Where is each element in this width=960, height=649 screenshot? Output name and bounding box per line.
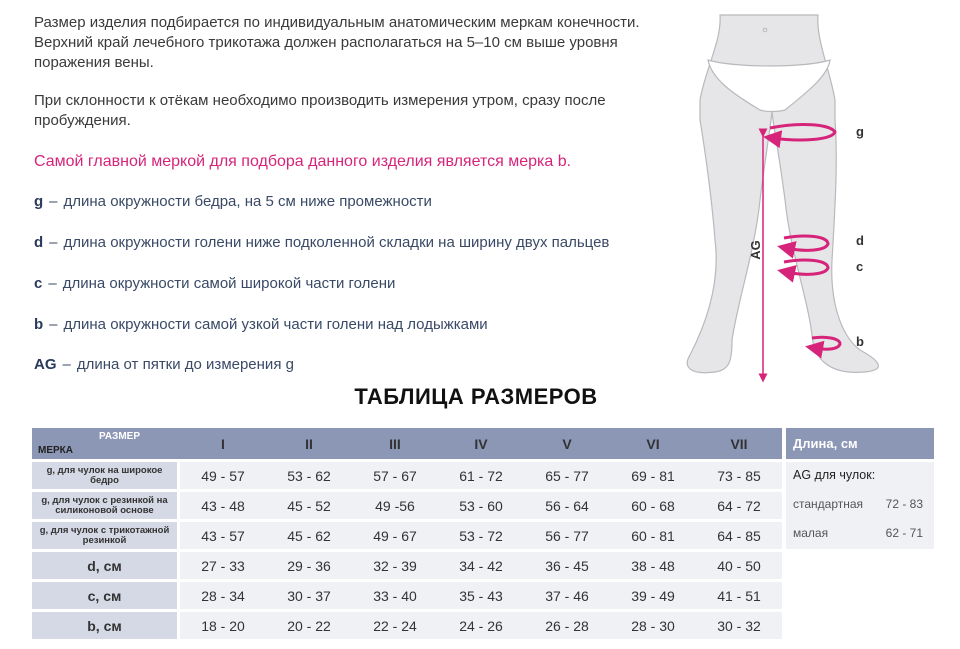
table-cell: 49 - 57	[180, 462, 266, 489]
table-cell: 18 - 20	[180, 612, 266, 639]
definition-key: b	[34, 316, 44, 333]
table-cell: 36 - 45	[524, 552, 610, 579]
table-cell: 57 - 67	[352, 462, 438, 489]
size-header: VI	[610, 428, 696, 459]
table-cell: 34 - 42	[438, 552, 524, 579]
table-cell: 33 - 40	[352, 582, 438, 609]
length-value: 62 - 71	[885, 526, 923, 540]
table-cell: 60 - 81	[610, 522, 696, 549]
size-table	[32, 425, 782, 642]
ag-label: AG	[748, 240, 763, 260]
legs-svg	[660, 0, 960, 390]
ag-stockings-label: AG для чулок:	[793, 468, 876, 482]
size-header: IV	[438, 428, 524, 459]
table-cell: 53 - 62	[266, 462, 352, 489]
table-cell: 41 - 51	[696, 582, 782, 609]
table-cell: 45 - 62	[266, 522, 352, 549]
table-cell: 73 - 85	[696, 462, 782, 489]
table-cell: 40 - 50	[696, 552, 782, 579]
definition-text: длина окружности голени ниже подколенной складки на ширину двух пальцев	[63, 234, 610, 251]
table-corner	[32, 428, 180, 459]
table-cell: 64 - 85	[696, 522, 782, 549]
size-header: I	[180, 428, 266, 459]
definition-key: c	[34, 275, 43, 292]
table-cell: 60 - 68	[610, 492, 696, 519]
size-header: III	[352, 428, 438, 459]
table-cell: 22 - 24	[352, 612, 438, 639]
table-cell: 27 - 33	[180, 552, 266, 579]
corner-measure-label: МЕРКА	[38, 445, 73, 456]
length-value: 72 - 83	[885, 497, 923, 511]
size-table-header	[32, 428, 782, 459]
table-cell: 69 - 81	[610, 462, 696, 489]
table-cell: 37 - 46	[524, 582, 610, 609]
definition-text: длина окружности самой широкой части голени	[62, 275, 396, 292]
table-cell: 65 - 77	[524, 462, 610, 489]
row-label: g, для чулок с трикотажной резинкой	[32, 522, 180, 549]
table-cell: 53 - 60	[438, 492, 524, 519]
table-cell: 64 - 72	[696, 492, 782, 519]
table-cell: 56 - 64	[524, 492, 610, 519]
g-label: g	[856, 124, 864, 139]
definition-d: d – длина окружности голени ниже подколенной складки на ширину двух пальцев	[34, 234, 610, 251]
main-measure-note: Самой главной меркой для подбора данного изделия является мерка b.	[34, 153, 572, 170]
definition-g: g – длина окружности бедра, на 5 см ниже промежности	[34, 193, 432, 210]
definition-key: AG	[34, 356, 57, 373]
length-row-standard	[793, 497, 923, 511]
table-cell: 29 - 36	[266, 552, 352, 579]
table-cell: 28 - 34	[180, 582, 266, 609]
intro-paragraph-2: При склонности к отёкам необходимо производить измерения утром, сразу после пробуждения.	[34, 92, 606, 129]
row-label: c, см	[32, 582, 180, 609]
table-cell: 49 -56	[352, 492, 438, 519]
table-row	[32, 522, 782, 549]
row-label: b, см	[32, 612, 180, 639]
definition-c: c – длина окружности самой широкой части голени	[34, 275, 396, 292]
definition-key: d	[34, 234, 44, 251]
table-row	[32, 612, 782, 639]
table-cell: 43 - 57	[180, 522, 266, 549]
definition-text: длина окружности самой узкой части голени над лодыжками	[63, 316, 488, 333]
corner-size-label: РАЗМЕР	[99, 431, 140, 442]
row-label: d, см	[32, 552, 180, 579]
table-cell: 39 - 49	[610, 582, 696, 609]
table-cell: 26 - 28	[524, 612, 610, 639]
length-name: малая	[793, 526, 829, 540]
length-row-small	[793, 526, 923, 540]
length-table	[786, 425, 934, 549]
length-body	[786, 462, 934, 549]
size-header: VII	[696, 428, 782, 459]
c-label: c	[856, 259, 864, 274]
table-cell: 38 - 48	[610, 552, 696, 579]
table-cell: 30 - 32	[696, 612, 782, 639]
table-cell: 30 - 37	[266, 582, 352, 609]
size-table-title: ТАБЛИЦА РАЗМЕРОВ	[354, 384, 598, 409]
table-cell: 32 - 39	[352, 552, 438, 579]
size-header: V	[524, 428, 610, 459]
d-label: d	[856, 233, 864, 248]
length-header: Длина, см	[786, 428, 934, 459]
definition-ag: AG – длина от пятки до измерения g	[34, 356, 294, 373]
row-label: g, для чулок на широкое бедро	[32, 462, 180, 489]
table-row	[32, 462, 782, 489]
table-cell: 61 - 72	[438, 462, 524, 489]
b-label: b	[856, 334, 864, 349]
length-name: стандартная	[793, 497, 864, 511]
definition-key: g	[34, 193, 44, 210]
size-header: II	[266, 428, 352, 459]
definition-text: длина от пятки до измерения g	[76, 356, 294, 373]
definition-text: длина окружности бедра, на 5 см ниже промежности	[63, 193, 432, 210]
table-cell: 56 - 77	[524, 522, 610, 549]
table-cell: 20 - 22	[266, 612, 352, 639]
table-cell: 53 - 72	[438, 522, 524, 549]
legs-illustration	[660, 0, 960, 390]
definition-b: b – длина окружности самой узкой части голени над лодыжками	[34, 316, 488, 333]
intro-paragraph-1: Размер изделия подбирается по индивидуальным анатомическим меркам конечности. Верхний край лечебного трикотажа должен располагаться на 5–10 см выше уровня поражения вены.	[34, 14, 640, 71]
row-label: g, для чулок с резинкой на силиконовой основе	[32, 492, 180, 519]
table-row	[32, 552, 782, 579]
table-cell: 45 - 52	[266, 492, 352, 519]
table-row	[32, 492, 782, 519]
table-cell: 49 - 67	[352, 522, 438, 549]
table-cell: 35 - 43	[438, 582, 524, 609]
table-cell: 24 - 26	[438, 612, 524, 639]
table-row	[32, 582, 782, 609]
table-cell: 28 - 30	[610, 612, 696, 639]
table-cell: 43 - 48	[180, 492, 266, 519]
